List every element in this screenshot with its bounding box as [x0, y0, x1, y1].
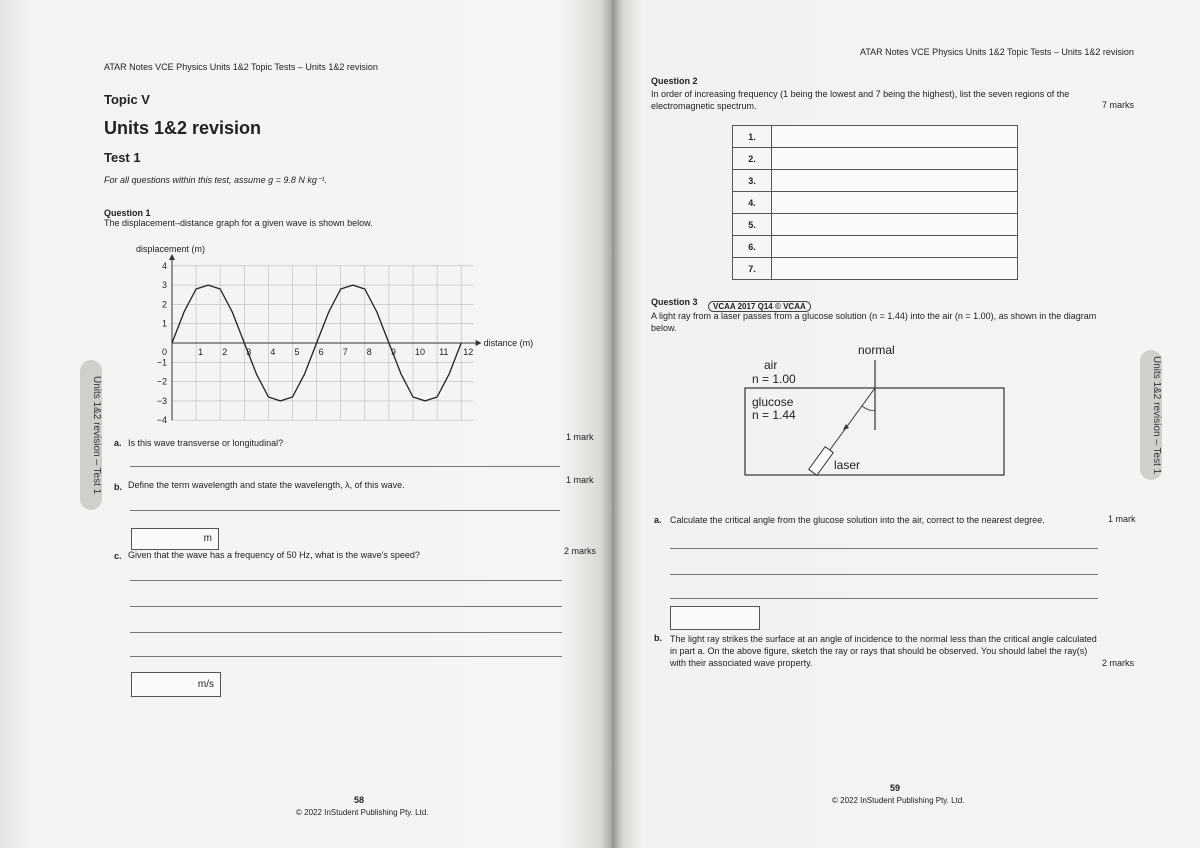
part-a-marks: 1 mark	[566, 432, 594, 442]
part-b-marks: 1 mark	[566, 475, 594, 485]
side-tab-label: Units 1&2 revision – Test 1	[1151, 355, 1162, 475]
x-tick-label: 10	[415, 347, 426, 357]
row-number: 7.	[733, 258, 772, 280]
answer-line[interactable]	[670, 598, 1098, 599]
q3-part-a-question: Calculate the critical angle from the glucose solution into the air, correct to the nearest degree.	[670, 515, 1045, 525]
table-row	[733, 148, 1018, 170]
part-c-label: c.	[114, 551, 122, 561]
copyright-footer: © 2022 InStudent Publishing Pty. Ltd.	[832, 796, 965, 805]
air-index-label: n = 1.00	[752, 372, 796, 386]
part-b-label: b.	[114, 482, 122, 492]
side-tab-label: Units 1&2 revision – Test 1	[91, 375, 102, 495]
vcaa-badge-text: VCAA 2017 Q14 © VCAA	[708, 301, 811, 312]
chart-y-label: displacement (m)	[136, 244, 206, 254]
wave-chart	[120, 254, 540, 424]
y-tick-label: −3	[156, 395, 167, 406]
answer-cell[interactable]	[772, 148, 1018, 170]
answer-cell[interactable]	[772, 258, 1018, 280]
normal-label: normal	[858, 343, 895, 357]
topic-heading: Topic V	[104, 92, 150, 107]
answer-line[interactable]	[130, 632, 562, 633]
page-number: 59	[890, 783, 901, 793]
q3-part-a-marks: 1 mark	[1108, 514, 1136, 524]
glucose-index-label: n = 1.44	[752, 408, 796, 422]
answer-cell[interactable]	[772, 236, 1018, 258]
speed-answer-box[interactable]	[131, 672, 221, 697]
question-2-label: Question 2	[651, 76, 698, 86]
q3-part-a-label: a.	[654, 515, 662, 525]
assumption-note: For all questions within this test, assume g = 9.8 N kg⁻¹.	[104, 175, 328, 185]
answer-line[interactable]	[130, 606, 562, 607]
right-page	[612, 0, 1200, 848]
y-axis-arrow	[169, 254, 175, 260]
x-tick-label: 8	[366, 347, 372, 357]
page-number: 58	[354, 795, 365, 805]
answer-cell[interactable]	[772, 214, 1018, 236]
part-a-label: a.	[114, 438, 122, 448]
answer-cell[interactable]	[772, 126, 1018, 148]
x-tick-label: 3	[246, 347, 252, 357]
part-a-question: Is this wave transverse or longitudinal?	[128, 438, 284, 448]
x-tick-label: 11	[439, 347, 449, 357]
y-tick-label: −4	[156, 415, 167, 424]
x-axis-label: distance (m)	[483, 338, 534, 348]
row-number: 6.	[733, 236, 772, 258]
laser-ray	[824, 388, 875, 458]
laser-label: laser	[834, 458, 861, 472]
row-number: 2.	[733, 148, 772, 170]
test-heading: Test 1	[104, 150, 141, 165]
table-row	[733, 258, 1018, 280]
question-2-marks: 7 marks	[1102, 100, 1135, 110]
y-tick-label: 1	[161, 318, 167, 329]
x-tick-label: 7	[342, 347, 348, 357]
running-header: ATAR Notes VCE Physics Units 1&2 Topic Tests – Units 1&2 revision	[104, 62, 378, 72]
angle-arc	[862, 406, 875, 411]
row-number: 5.	[733, 214, 772, 236]
answer-line[interactable]	[670, 548, 1098, 549]
x-axis-arrow	[476, 340, 482, 346]
x-tick-label: 1	[198, 347, 204, 357]
row-number: 3.	[733, 170, 772, 192]
question-1-text: The displacement–distance graph for a given wave is shown below.	[104, 218, 373, 228]
answer-line[interactable]	[130, 656, 562, 657]
copyright-footer: © 2022 InStudent Publishing Pty. Ltd.	[296, 808, 429, 817]
page-title: Units 1&2 revision	[104, 118, 262, 138]
question-3-label: Question 3	[651, 297, 698, 307]
table-row	[733, 192, 1018, 214]
air-label: air	[764, 358, 778, 372]
table-row	[733, 236, 1018, 258]
question-1-label: Question 1	[104, 208, 151, 218]
speed-unit: m/s	[197, 679, 214, 690]
side-tab	[1140, 350, 1162, 480]
y-tick-label: 3	[161, 280, 167, 291]
table-row	[733, 126, 1018, 148]
question-3-text: A light ray from a laser passes from a glucose solution (n = 1.44) into the air (n = 1.00), as shown in the diagram below.	[651, 311, 1097, 333]
wavelength-unit: m	[203, 533, 212, 544]
side-tab	[80, 360, 102, 510]
x-tick-label: 4	[270, 347, 276, 357]
table-row	[733, 170, 1018, 192]
row-number: 4.	[733, 192, 772, 214]
glucose-label: glucose	[752, 395, 794, 409]
x-tick-label: 2	[222, 347, 228, 357]
x-tick-label: 9	[390, 347, 396, 357]
y-tick-label: 2	[161, 299, 167, 310]
laser-icon	[809, 447, 834, 476]
y-tick-label: 4	[161, 260, 167, 271]
x-tick-label: 6	[318, 347, 324, 357]
answer-line[interactable]	[670, 574, 1098, 575]
row-number: 1.	[733, 126, 772, 148]
q3-part-b-label: b.	[654, 633, 662, 643]
part-b-question: Define the term wavelength and state the wavelength, λ, of this wave.	[128, 480, 405, 490]
answer-line[interactable]	[130, 510, 560, 511]
x-tick-label: 5	[294, 347, 300, 357]
answer-line[interactable]	[130, 580, 562, 581]
wavelength-answer-box[interactable]	[131, 528, 219, 550]
question-2-text: In order of increasing frequency (1 being the lowest and 7 being the highest), list the seven regions of the electromagnetic spectrum.	[651, 89, 1070, 111]
critical-angle-answer-box[interactable]	[670, 606, 760, 630]
table-row	[733, 214, 1018, 236]
part-c-marks: 2 marks	[564, 546, 597, 556]
part-c-question: Given that the wave has a frequency of 50 Hz, what is the wave's speed?	[128, 550, 420, 560]
y-tick-label: −2	[156, 376, 167, 387]
x-tick-label: 12	[463, 347, 474, 357]
y-tick-label: −1	[156, 357, 167, 368]
q3-part-b-question: The light ray strikes the surface at an angle of incidence to the normal less than the critical angle calculated in part a. On the above figure, sketch the ray or rays that should be observed. You should label the ray(s) with their associated wave property.	[670, 634, 1097, 668]
answer-cell[interactable]	[772, 192, 1018, 214]
spectrum-table	[732, 125, 1018, 280]
answer-cell[interactable]	[772, 170, 1018, 192]
q3-part-b-marks: 2 marks	[1102, 658, 1135, 668]
x-tick-label: 0	[161, 347, 167, 357]
answer-line[interactable]	[130, 466, 560, 467]
running-header: ATAR Notes VCE Physics Units 1&2 Topic Tests – Units 1&2 revision	[860, 47, 1134, 57]
